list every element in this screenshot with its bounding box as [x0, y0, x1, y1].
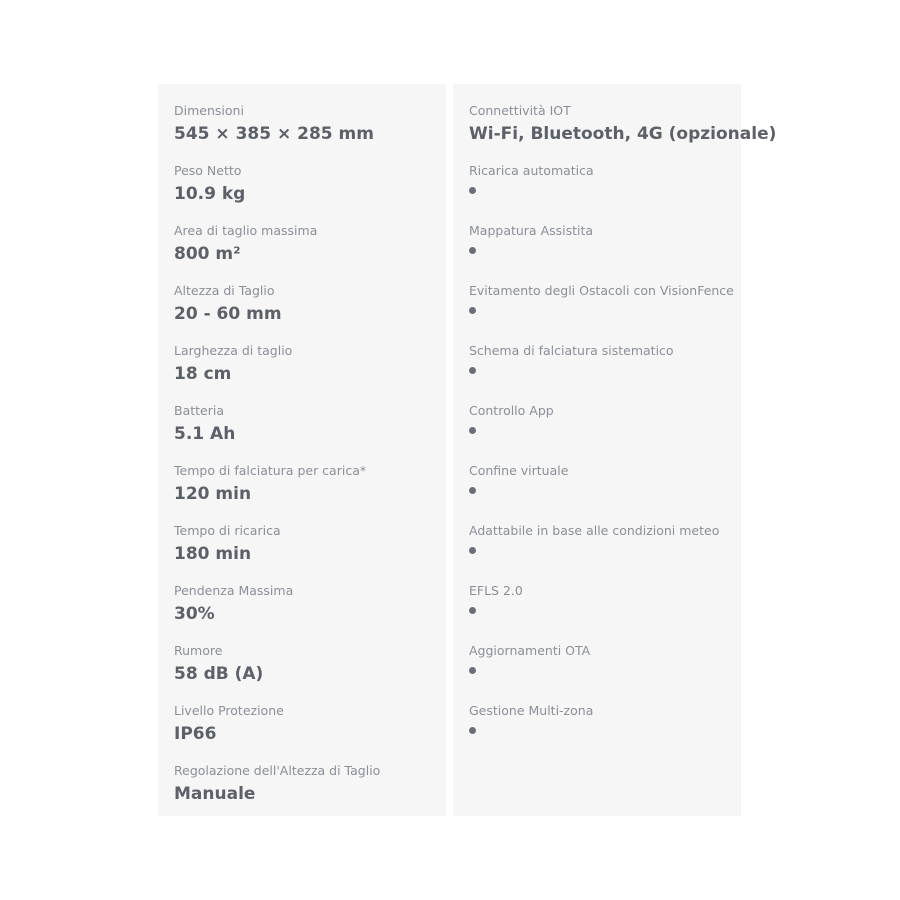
spec-label: Larghezza di taglio — [174, 343, 293, 358]
feature-virtual-boundary — [469, 463, 739, 494]
spec-value: 20 - 60 mm — [174, 304, 282, 324]
spec-value: Wi-Fi, Bluetooth, 4G (opzionale) — [469, 124, 777, 144]
spec-battery — [174, 403, 444, 445]
spec-max-slope — [174, 583, 444, 625]
spec-value: 58 dB (A) — [174, 664, 264, 684]
spec-label: Pendenza Massima — [174, 583, 294, 598]
spec-charging-time — [174, 523, 444, 565]
feature-label: Aggiornamenti OTA — [469, 643, 591, 658]
spec-value: 180 min — [174, 544, 252, 564]
spec-max-cutting-area — [174, 223, 444, 265]
bullet-dot-icon — [469, 307, 476, 314]
spec-value: 120 min — [174, 484, 252, 504]
bullet-dot-icon — [469, 427, 476, 434]
spec-label: Dimensioni — [174, 103, 244, 118]
spec-cutting-height — [174, 283, 444, 325]
spec-label: Altezza di Taglio — [174, 283, 275, 298]
feature-label: Gestione Multi-zona — [469, 703, 594, 718]
spec-label: Rumore — [174, 643, 223, 658]
spec-value: IP66 — [174, 724, 217, 744]
feature-efls — [469, 583, 739, 614]
bullet-dot-icon — [469, 187, 476, 194]
spec-label: Area di taglio massima — [174, 223, 318, 238]
bullet-dot-icon — [469, 487, 476, 494]
spec-label: Batteria — [174, 403, 224, 418]
spec-label: Regolazione dell'Altezza di Taglio — [174, 763, 381, 778]
feature-assisted-mapping — [469, 223, 739, 254]
bullet-dot-icon — [469, 367, 476, 374]
spec-label: Tempo di falciatura per carica* — [174, 463, 367, 478]
feature-label: Confine virtuale — [469, 463, 569, 478]
spec-value: 18 cm — [174, 364, 232, 384]
feature-label: Adattabile in base alle condizioni meteo — [469, 523, 720, 538]
spec-mowing-time — [174, 463, 444, 505]
specs-panel — [158, 84, 446, 816]
bullet-dot-icon — [469, 547, 476, 554]
spec-noise — [174, 643, 444, 685]
spec-cutting-width — [174, 343, 444, 385]
spec-height-adjustment — [174, 763, 444, 805]
bullet-dot-icon — [469, 607, 476, 614]
bullet-dot-icon — [469, 667, 476, 674]
feature-app-control — [469, 403, 739, 434]
feature-weather-adaptive — [469, 523, 739, 554]
spec-label: Peso Netto — [174, 163, 242, 178]
feature-systematic-pattern — [469, 343, 739, 374]
spec-iot-connectivity — [469, 103, 777, 145]
spec-value: 545 × 385 × 285 mm — [174, 124, 374, 144]
spec-value: Manuale — [174, 784, 256, 804]
features-panel — [453, 84, 777, 816]
bullet-dot-icon — [469, 727, 476, 734]
feature-obstacle-avoidance — [469, 283, 739, 314]
feature-label: Schema di falciatura sistematico — [469, 343, 674, 358]
feature-auto-recharge — [469, 163, 739, 194]
feature-label: Evitamento degli Ostacoli con VisionFence — [469, 283, 734, 298]
feature-ota-updates — [469, 643, 739, 674]
feature-label: Ricarica automatica — [469, 163, 594, 178]
spec-label: Livello Protezione — [174, 703, 284, 718]
spec-value: 5.1 Ah — [174, 424, 236, 444]
feature-label: Controllo App — [469, 403, 554, 418]
feature-multi-zone — [469, 703, 739, 734]
spec-protection-level — [174, 703, 444, 745]
spec-net-weight — [174, 163, 444, 205]
spec-value: 30% — [174, 604, 215, 624]
feature-label: EFLS 2.0 — [469, 583, 523, 598]
feature-label: Mappatura Assistita — [469, 223, 594, 238]
spec-label: Tempo di ricarica — [174, 523, 281, 538]
spec-dimensions — [174, 103, 444, 145]
spec-value: 10.9 kg — [174, 184, 246, 204]
spec-value: 800 m² — [174, 244, 241, 264]
spec-label: Connettività IOT — [469, 103, 571, 118]
bullet-dot-icon — [469, 247, 476, 254]
